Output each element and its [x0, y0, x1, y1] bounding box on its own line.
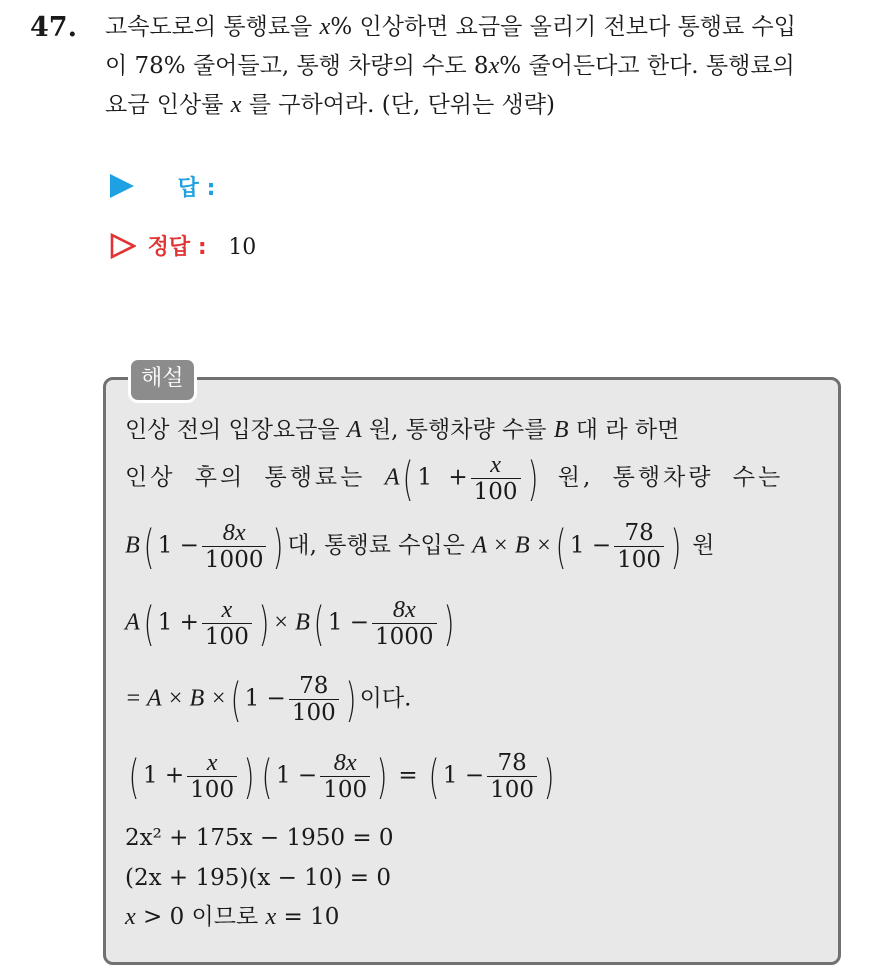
correct-answer-row — [110, 230, 256, 261]
answer-row — [110, 171, 215, 202]
correct-answer-value: 10 — [228, 235, 257, 260]
outline-triangle-icon — [110, 233, 136, 259]
answer-label: 답 : — [177, 176, 216, 201]
question-text-line1: 고속도로의 통행료을 x% 인상하면 요금을 올리기 전보다 통행료 수입 — [105, 13, 796, 40]
question-number: 47. — [30, 12, 77, 43]
solution-tag: 해설 — [128, 357, 197, 403]
solution-line3: B( 1 − $\frac{8x}{1000}$ ) 대, 통행료 수입은 A × B ×( 1 − $\frac{78}{100}$ ) 원 — [125, 519, 715, 574]
solution-line5: = A × B ×( 1 − $\frac{78}{100}$ ) 이다. — [125, 672, 412, 727]
solution-line2: 인상 후의 통행료는 A( 1 + $\frac{x}{100}$ ) 원, 통행차량 수는 — [125, 451, 784, 506]
solution-line7: 2x² + 175x − 1950 = 0 — [125, 825, 394, 851]
correct-answer-label: 정답 : — [147, 235, 207, 260]
solution-line1: 인상 전의 입장요금을 A 원, 통행차량 수를 B 대 라 하면 — [125, 416, 680, 443]
filled-triangle-icon — [110, 174, 134, 198]
solution-line6: ( 1 + $\frac{x}{100}$ ) ( 1 − $\frac{8x}{100}$ ) = ( 1 − $\frac{78}{100}$ ) — [128, 749, 555, 804]
question-text-line3: 요금 인상률 x 를 구하여라. (단, 단위는 생략) — [105, 91, 555, 118]
question-text-line2: 이 78% 줄어들고, 통행 차량의 수도 8x% 줄어든다고 한다. 통행료의 — [105, 52, 795, 79]
solution-line4: A( 1 + $\frac{x}{100}$ ) × B( 1 − $\frac{8x}{1000}$ ) — [125, 596, 454, 651]
solution-line8: (2x + 195)(x − 10) = 0 — [125, 865, 391, 891]
solution-line9: x > 0 이므로 x = 10 — [125, 903, 340, 930]
